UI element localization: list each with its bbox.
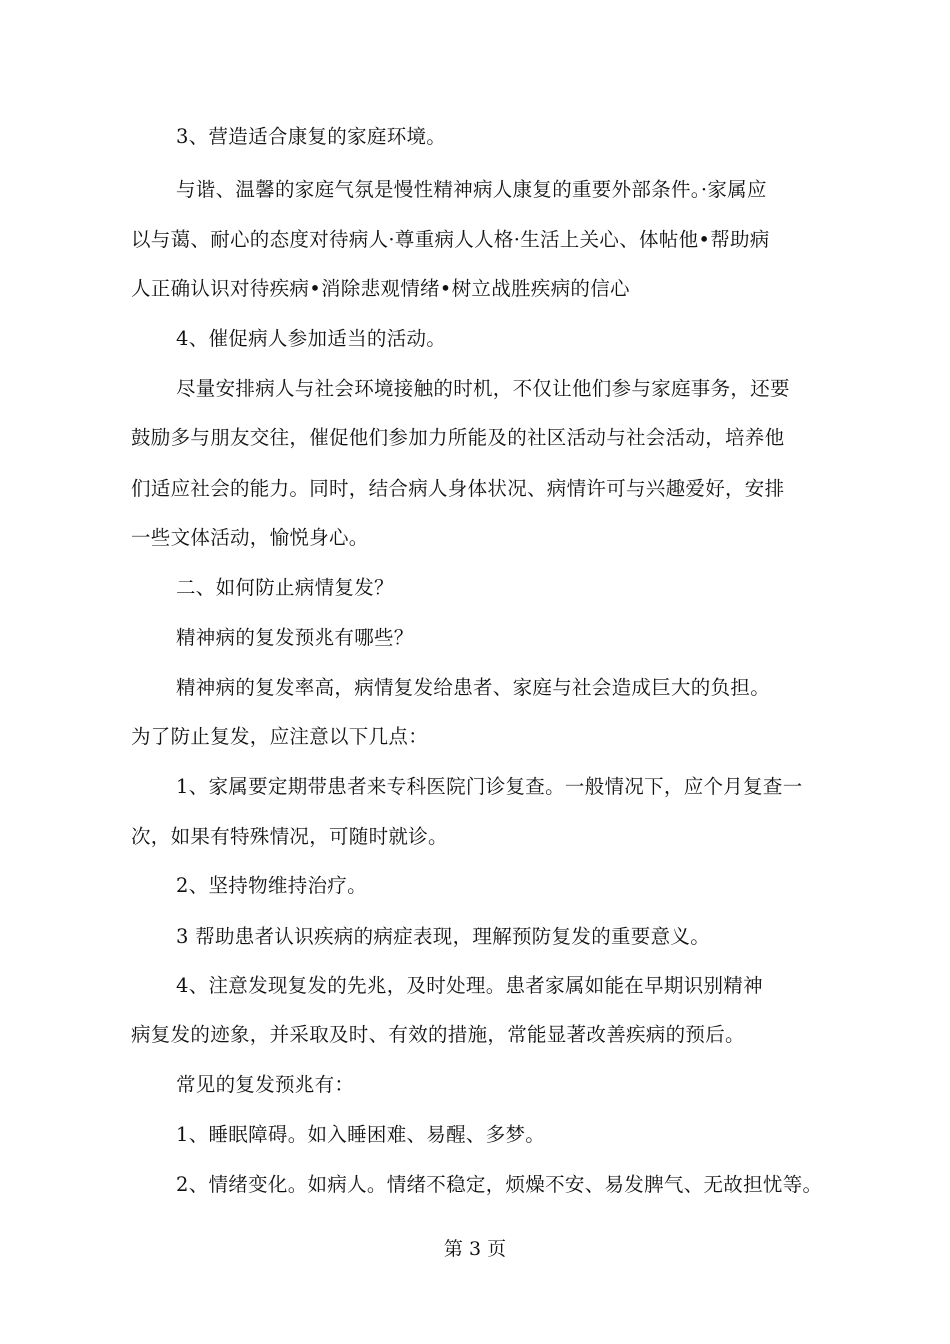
subheading: 常见的复发预兆有：: [176, 1073, 355, 1096]
list-item-line: 2、坚持物维持治疗。: [176, 874, 367, 897]
paragraph-line: 尽量安排病人与社会环境接触的时机，不仅让他们参与家庭事务，还要: [176, 377, 790, 400]
paragraph-line: 一些文体活动，愉悦身心。: [131, 526, 369, 549]
paragraph-line: 们适应社会的能力。同时，结合病人身体状况、病情许可与兴趣爱好，安排: [131, 477, 785, 500]
list-item-line: 次，如果有特殊情况，可随时就诊。: [131, 825, 448, 848]
paragraph-line: 与谐、温馨的家庭气氛是慢性精神病人康复的重要外部条件。·家属应: [176, 178, 767, 201]
paragraph-line: 为了防止复发，应注意以下几点：: [131, 725, 429, 748]
list-item-line: 病复发的迹象，并采取及时、有效的措施，常能显著改善疾病的预后。: [131, 1023, 745, 1046]
paragraph-line: 精神病的复发率高，病情复发给患者、家庭与社会造成巨大的负担。: [176, 676, 771, 699]
list-item-line: 1、睡眠障碍。如入睡困难、易醒、多梦。: [176, 1123, 546, 1146]
list-item-line: 3 帮助患者认识疾病的病症表现，理解预防复发的重要意义。: [176, 925, 711, 948]
heading-item-4: 4、催促病人参加适当的活动。: [176, 327, 447, 350]
paragraph-line: 人正确认识对待疾病•消除悲观情绪•树立战胜疾病的信心: [131, 277, 630, 300]
page-number-footer: 第 3 页: [443, 1238, 507, 1260]
paragraph-line: 鼓励多与朋友交往，催促他们参加力所能及的社区活动与社会活动，培养他: [131, 426, 785, 449]
subheading: 精神病的复发预兆有哪些？: [176, 626, 414, 649]
paragraph-line: 以与蔼、耐心的态度对待病人·尊重病人人格·生活上关心、体帖他•帮助病: [131, 228, 770, 251]
list-item-line: 2、情绪变化。如病人。情绪不稳定，烦燥不安、易发脾气、无故担忧等。: [176, 1173, 823, 1196]
heading-item-3: 3、营造适合康复的家庭环境。: [176, 125, 447, 148]
section-heading: 二、如何防止病情复发？: [176, 576, 394, 599]
list-item-line: 1、家属要定期带患者来专科医院门诊复查。一般情况下，应个月复查一: [176, 775, 803, 798]
list-item-line: 4、注意发现复发的先兆，及时处理。患者家属如能在早期识别精神: [176, 974, 763, 997]
